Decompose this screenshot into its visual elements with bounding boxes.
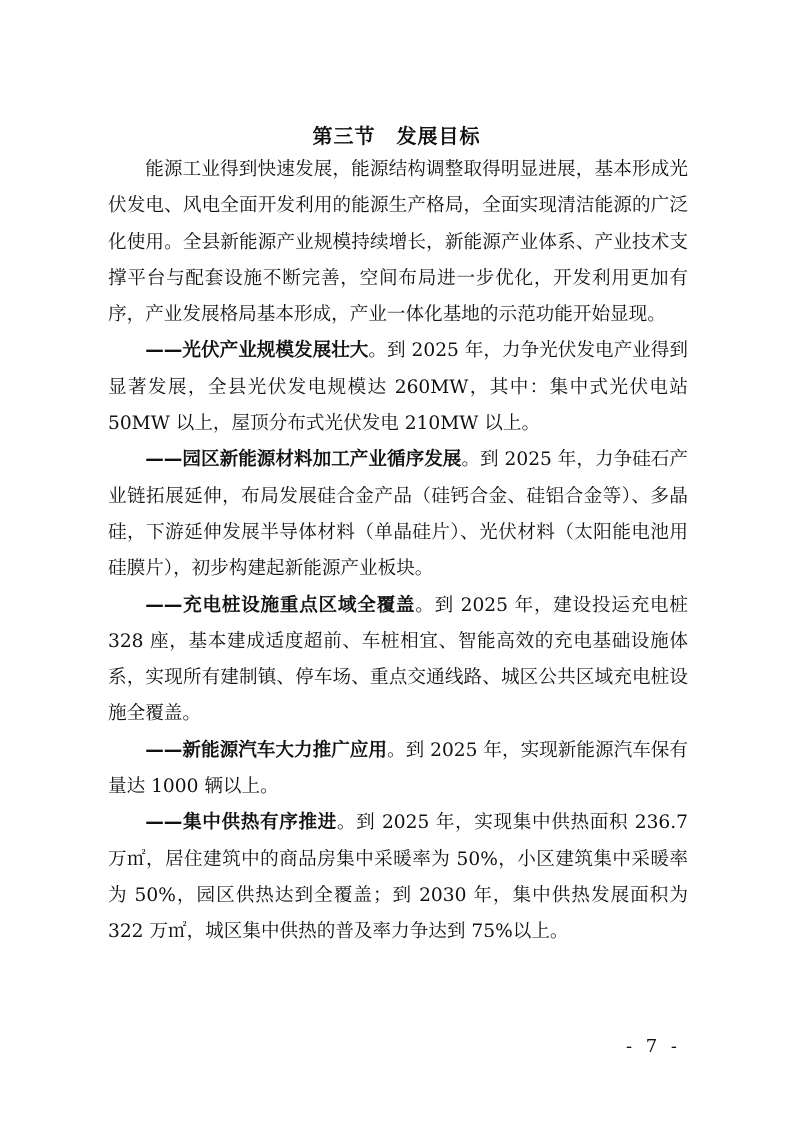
paragraph-lead: ——园区新能源材料加工产业循序发展 [145,449,462,471]
paragraph-ev [108,733,688,806]
paragraph-text: 。到 2025 年，建设投运充电桩 328 座，基本建成适度超前、车桩相宜、智能高效的充电基础设施体系，实现所有建制镇、停车场、重点交通线路、城区公共区域充电桩设施全覆盖。 [108,594,688,725]
paragraph-lead: ——新能源汽车大力推广应用 [145,739,388,761]
paragraph-lead: ——光伏产业规模发展壮大 [145,340,369,362]
paragraph-text: 。到 2025 年，实现新能源汽车保有量达 1000 辆以上。 [108,739,688,798]
paragraph-text: 。到 2025 年，实现集中供热面积 236.7 万㎡，居住建筑中的商品房集中采暖率为 50%，小区建筑集中采暖率为 50%，园区供热达到全覆盖；到 2030 年，集中供热发展面积为 322 万㎡，城区集中供热的普及率力争达到 75%以上。 [108,812,688,943]
document-body [108,152,688,951]
paragraph-photovoltaic [108,333,688,442]
paragraph-lead: ——集中供热有序推进 [145,812,337,834]
paragraph-lead: ——充电桩设施重点区域全覆盖 [145,594,416,616]
paragraph-heating [108,805,688,950]
paragraph-text: 。到 2025 年，力争硅石产业链拓展延伸，布局发展硅合金产品（硅钙合金、硅铝合金等）、多晶硅，下游延伸发展半导体材料（单晶硅片）、光伏材料（太阳能电池用硅膜片），初步构建起新能源产业板块。 [108,449,688,580]
section-title: 第三节 发展目标 [312,124,481,148]
paragraph-text: 能源工业得到快速发展，能源结构调整取得明显进展，基本形成光伏发电、风电全面开发利用的能源生产格局，全面实现清洁能源的广泛化使用。全县新能源产业规模持续增长，新能源产业体系、产业技术支撑平台与配套设施不断完善，空间布局进一步优化，开发利用更加有序，产业发展格局基本形成，产业一体化基地的示范功能开始显现。 [108,159,688,326]
paragraph-text: 。到 2025 年，力争光伏发电产业得到显著发展，全县光伏发电规模达 260MW，其中：集中式光伏电站 50MW 以上，屋顶分布式光伏发电 210MW 以上。 [108,340,688,435]
paragraph-intro [108,152,688,333]
paragraph-charging [108,588,688,733]
paragraph-materials [108,442,688,587]
page-number: - 7 - [625,1036,681,1057]
